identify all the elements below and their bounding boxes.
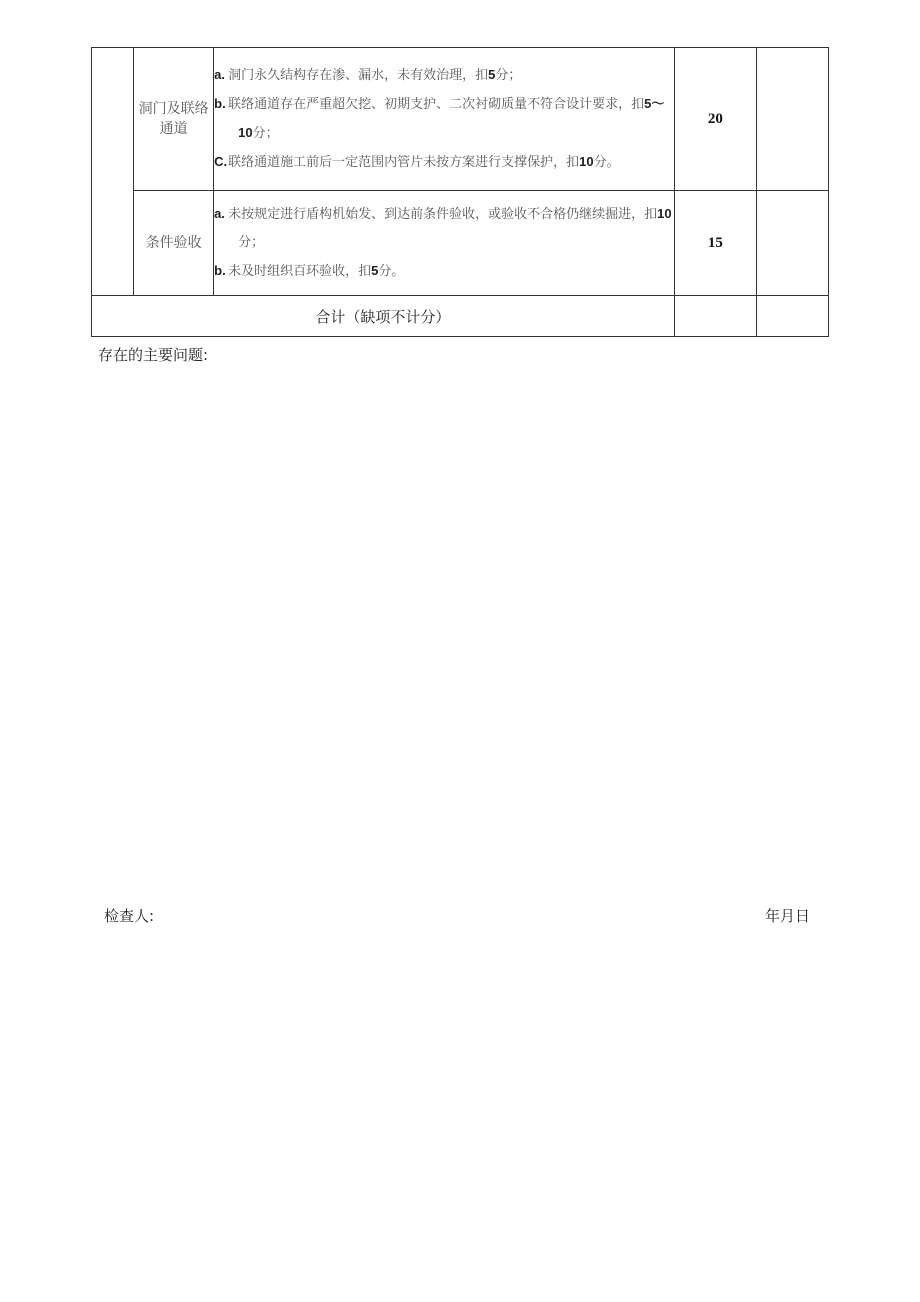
main-issues-label: 存在的主要问题: <box>98 346 209 364</box>
total-actual-cell <box>756 296 828 337</box>
actual-score-cell <box>756 48 828 191</box>
inspection-score-table <box>91 47 829 337</box>
criteria-line: C.联络通道施工前后一定范围内管片未按方案进行支撑保护，扣10分。 <box>214 154 620 170</box>
criteria-line: b. 联络通道存在严重超欠挖、初期支护、二次衬砌质量不符合设计要求，扣5〜10分； <box>214 96 665 141</box>
score-cell: 20 <box>674 48 756 191</box>
criteria-line: b. 未及时组织百环验收，扣5分。 <box>214 263 405 279</box>
category-cell <box>92 48 134 296</box>
criteria-line: a. 洞门永久结构存在渗、漏水，未有效治理，扣5分； <box>214 67 522 83</box>
table-row <box>92 191 829 296</box>
criteria-cell <box>214 48 675 191</box>
criteria-cell <box>214 191 675 296</box>
criteria-line: a. 未按规定进行盾构机始发、到达前条件验收，或验收不合格仍继续掘进，扣10分； <box>214 206 672 250</box>
total-score-cell <box>674 296 756 337</box>
score-cell: 15 <box>674 191 756 296</box>
item-name-cell: 条件验收 <box>134 191 214 296</box>
total-label: 合计（缺项不计分） <box>92 296 675 337</box>
actual-score-cell <box>756 191 828 296</box>
item-name-cell: 洞门及联络通道 <box>134 48 214 191</box>
total-row <box>92 296 829 337</box>
date-label: 年月日 <box>765 907 811 925</box>
inspector-label: 检查人: <box>104 907 155 925</box>
table-row <box>92 48 829 191</box>
